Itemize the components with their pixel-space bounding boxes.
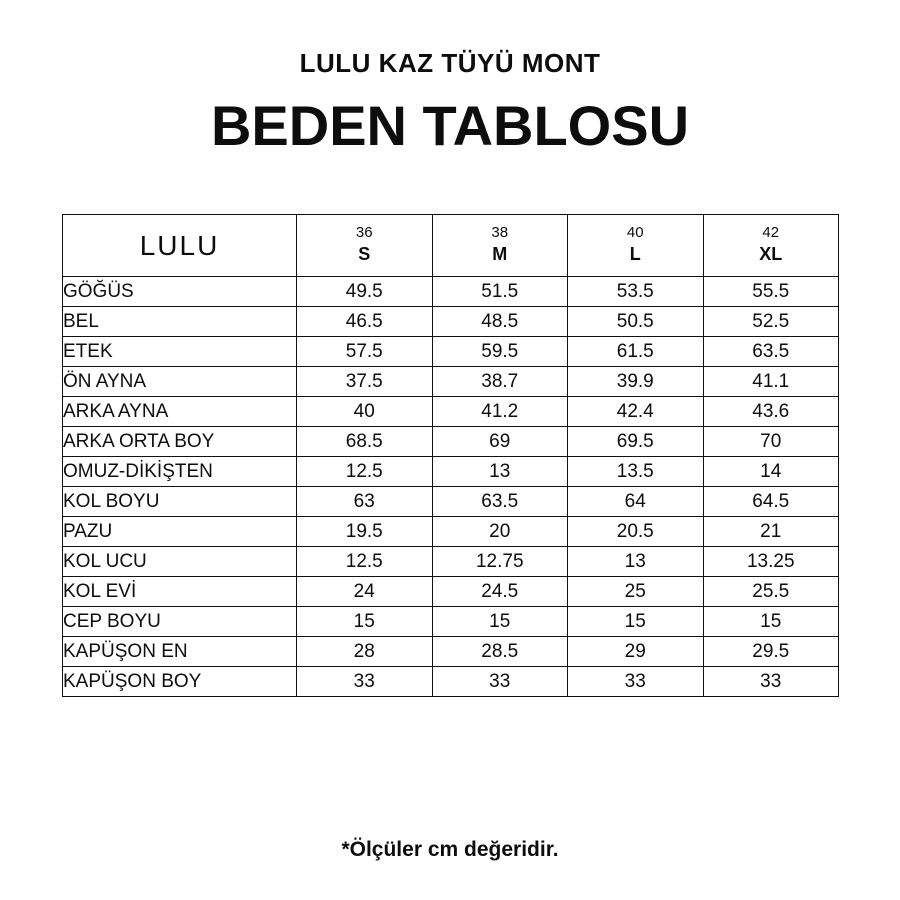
measurement-value: 42.4 — [568, 397, 704, 427]
table-row — [63, 457, 839, 487]
measurement-value: 41.2 — [432, 397, 568, 427]
measurement-label: KOL EVİ — [63, 577, 297, 607]
table-row — [63, 517, 839, 547]
table-row — [63, 337, 839, 367]
table-row — [63, 397, 839, 427]
table-row — [63, 607, 839, 637]
measurement-value: 69.5 — [568, 427, 704, 457]
measurement-value: 24.5 — [432, 577, 568, 607]
measurement-value: 15 — [432, 607, 568, 637]
table-header-row — [63, 215, 839, 277]
size-table-container — [62, 214, 838, 697]
measurement-label: ARKA ORTA BOY — [63, 427, 297, 457]
column-header-l — [568, 215, 704, 277]
measurement-value: 29.5 — [703, 637, 839, 667]
measurement-value: 53.5 — [568, 277, 704, 307]
measurement-label: GÖĞÜS — [63, 277, 297, 307]
measurement-value: 57.5 — [297, 337, 433, 367]
measurement-value: 38.7 — [432, 367, 568, 397]
measurement-value: 14 — [703, 457, 839, 487]
measurement-label: ARKA AYNA — [63, 397, 297, 427]
measurement-value: 21 — [703, 517, 839, 547]
measurement-value: 20.5 — [568, 517, 704, 547]
measurement-value: 15 — [703, 607, 839, 637]
measurement-value: 39.9 — [568, 367, 704, 397]
measurement-value: 51.5 — [432, 277, 568, 307]
table-row — [63, 637, 839, 667]
measurement-value: 13 — [432, 457, 568, 487]
table-row — [63, 577, 839, 607]
measurement-value: 13 — [568, 547, 704, 577]
measurement-value: 49.5 — [297, 277, 433, 307]
measurement-value: 69 — [432, 427, 568, 457]
measurement-value: 59.5 — [432, 337, 568, 367]
measurement-value: 64.5 — [703, 487, 839, 517]
column-letter-xl: XL — [759, 244, 783, 265]
measurement-value: 13.5 — [568, 457, 704, 487]
column-letter-s: S — [358, 244, 371, 265]
table-row — [63, 307, 839, 337]
measurement-value: 68.5 — [297, 427, 433, 457]
measurement-label: KAPÜŞON EN — [63, 637, 297, 667]
measurement-value: 15 — [568, 607, 704, 637]
table-row — [63, 667, 839, 697]
measurement-value: 24 — [297, 577, 433, 607]
column-number-38: 38 — [491, 224, 509, 242]
measurement-value: 48.5 — [432, 307, 568, 337]
measurement-value: 63.5 — [432, 487, 568, 517]
measurement-value: 61.5 — [568, 337, 704, 367]
measurement-value: 43.6 — [703, 397, 839, 427]
measurement-value: 28.5 — [432, 637, 568, 667]
column-header-xl — [703, 215, 839, 277]
table-row — [63, 367, 839, 397]
measurement-value: 41.1 — [703, 367, 839, 397]
measurement-value: 63 — [297, 487, 433, 517]
measurement-value: 40 — [297, 397, 433, 427]
measurement-value: 52.5 — [703, 307, 839, 337]
measurement-value: 46.5 — [297, 307, 433, 337]
measurement-label: KAPÜŞON BOY — [63, 667, 297, 697]
measurement-value: 33 — [568, 667, 704, 697]
column-number-40: 40 — [626, 224, 644, 242]
measurement-value: 50.5 — [568, 307, 704, 337]
measurement-value: 63.5 — [703, 337, 839, 367]
measurement-value: 12.75 — [432, 547, 568, 577]
measurement-value: 20 — [432, 517, 568, 547]
measurement-label: BEL — [63, 307, 297, 337]
table-row — [63, 547, 839, 577]
measurement-value: 37.5 — [297, 367, 433, 397]
measurement-value: 25.5 — [703, 577, 839, 607]
measurement-label: ETEK — [63, 337, 297, 367]
measurement-label: OMUZ-DİKİŞTEN — [63, 457, 297, 487]
size-table-body — [63, 277, 839, 697]
measurement-value: 29 — [568, 637, 704, 667]
measurement-label: CEP BOYU — [63, 607, 297, 637]
measurement-label: KOL UCU — [63, 547, 297, 577]
measurement-value: 33 — [432, 667, 568, 697]
table-row — [63, 277, 839, 307]
measurement-value: 64 — [568, 487, 704, 517]
column-number-42: 42 — [762, 224, 780, 242]
measurement-value: 15 — [297, 607, 433, 637]
measurement-value: 33 — [297, 667, 433, 697]
measurement-value: 28 — [297, 637, 433, 667]
measurement-value: 19.5 — [297, 517, 433, 547]
brand-label: LULU — [63, 215, 297, 277]
column-letter-l: L — [629, 244, 641, 265]
measurement-value: 70 — [703, 427, 839, 457]
measurement-value: 55.5 — [703, 277, 839, 307]
size-table — [62, 214, 839, 697]
measurement-label: PAZU — [63, 517, 297, 547]
table-row — [63, 487, 839, 517]
measurement-label: ÖN AYNA — [63, 367, 297, 397]
measurement-label: KOL BOYU — [63, 487, 297, 517]
measurement-value: 12.5 — [297, 547, 433, 577]
footnote: *Ölçüler cm değeridir. — [341, 838, 559, 861]
column-header-m — [432, 215, 568, 277]
column-number-36: 36 — [355, 224, 373, 242]
column-letter-m: M — [492, 244, 508, 265]
product-subtitle: LULU KAZ TÜYÜ MONT — [299, 48, 601, 78]
column-header-s — [297, 215, 433, 277]
measurement-value: 25 — [568, 577, 704, 607]
page-title: BEDEN TABLOSU — [210, 94, 690, 157]
size-table-head — [63, 215, 839, 277]
measurement-value: 33 — [703, 667, 839, 697]
table-row — [63, 427, 839, 457]
measurement-value: 12.5 — [297, 457, 433, 487]
measurement-value: 13.25 — [703, 547, 839, 577]
